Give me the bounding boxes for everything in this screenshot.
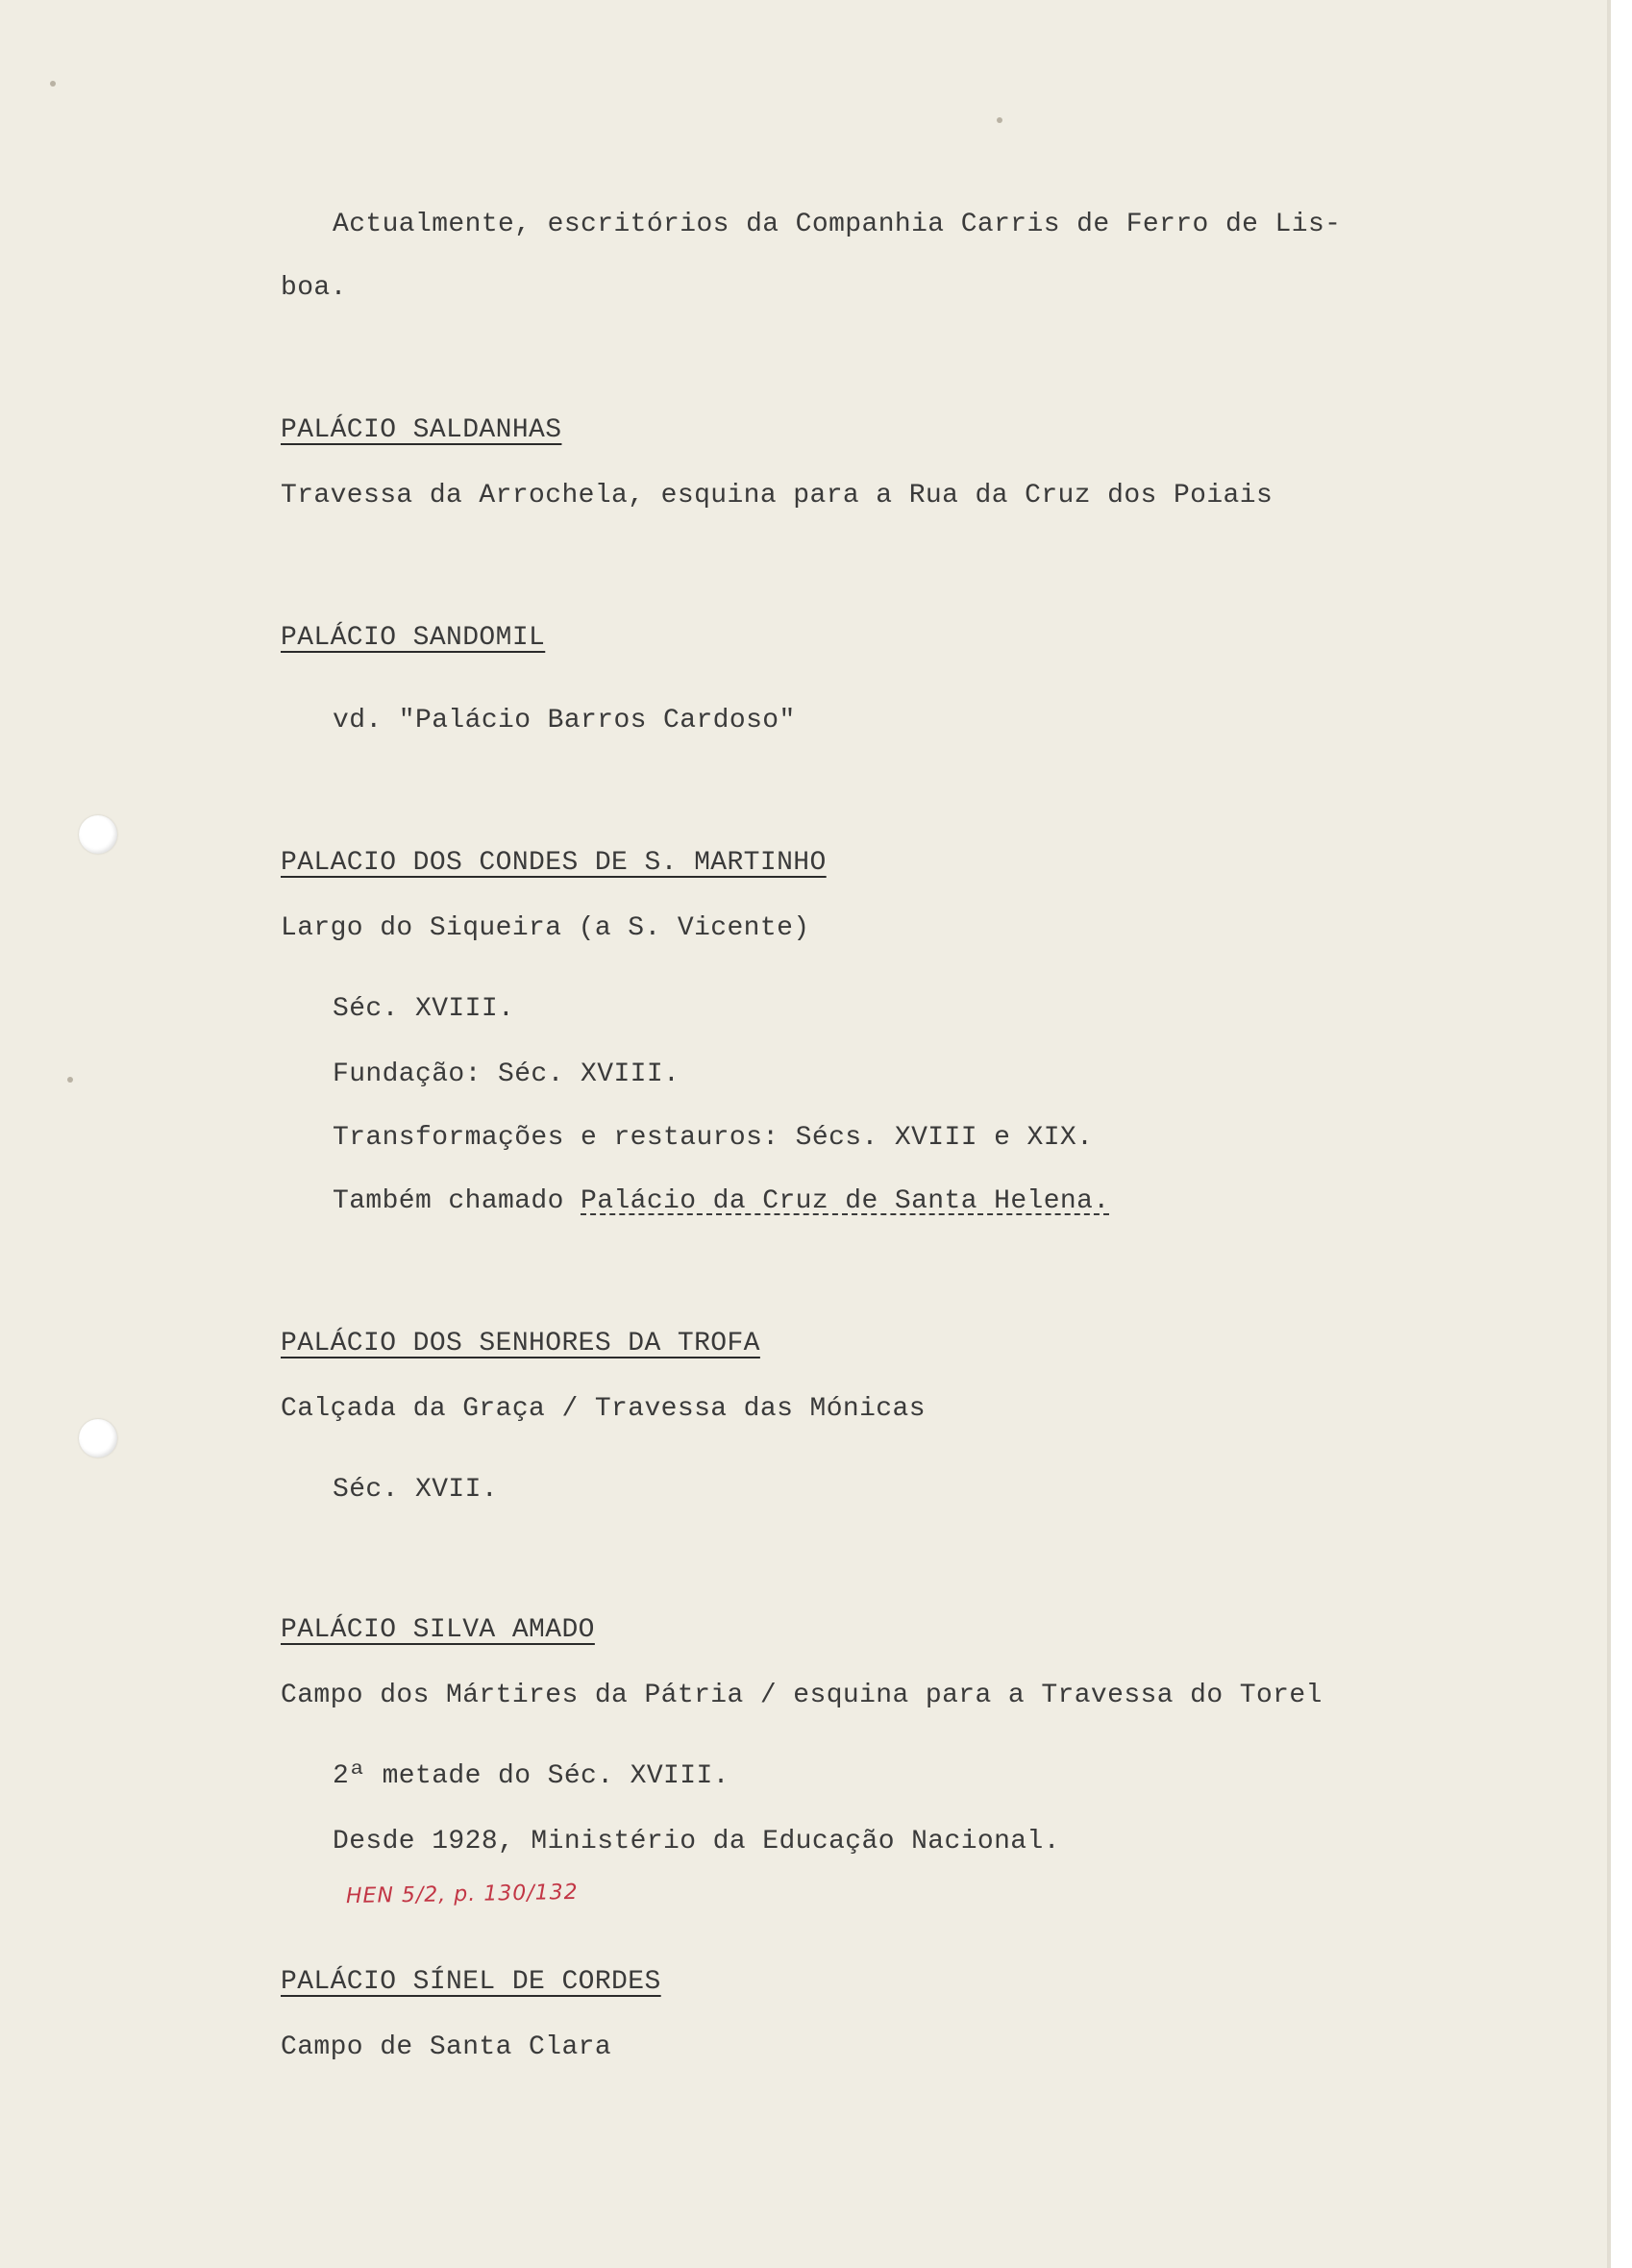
entry-heading-sao-martinho: PALACIO DOS CONDES DE S. MARTINHO [281,848,827,878]
entry-address-sinel-de-cordes: Campo de Santa Clara [281,2032,612,2062]
entry-address-silva-amado: Campo dos Mártires da Pátria / esquina para a Travessa do Torel [281,1681,1323,1710]
entry-heading-sandomil: PALÁCIO SANDOMIL [281,623,546,653]
entry-detail-line: Fundação: Séc. XVIII. [333,1059,680,1089]
also-called-name: Palácio da Cruz de Santa Helena. [581,1186,1110,1216]
paper-mark [67,1077,73,1083]
entry-detail-line: Séc. XVIII. [333,994,515,1024]
entry-note-sandomil: vd. "Palácio Barros Cardoso" [333,706,796,735]
entry-heading-sinel-de-cordes: PALÁCIO SÍNEL DE CORDES [281,1967,661,1997]
intro-line-2: boa. [281,273,347,303]
entry-heading-trofa: PALÁCIO DOS SENHORES DA TROFA [281,1329,760,1358]
paper-mark [997,117,1002,123]
handwritten-reference-note: HEN 5/2, p. 130/132 [345,1880,579,1909]
punch-hole-upper [79,815,117,854]
entry-detail-line: 2ª metade do Séc. XVIII. [333,1761,729,1791]
entry-heading-saldanhas: PALÁCIO SALDANHAS [281,415,562,445]
entry-address-sao-martinho: Largo do Siqueira (a S. Vicente) [281,913,810,943]
entry-detail-line: Transformações e restauros: Sécs. XVIII e XIX. [333,1123,1094,1153]
entry-address-trofa: Calçada da Graça / Travessa das Mónicas [281,1394,926,1424]
paper-mark [50,81,56,87]
entry-also-called [333,1186,1110,1217]
also-called-prefix: Também chamado [333,1186,581,1216]
entry-address-saldanhas: Travessa da Arrochela, esquina para a Rua da Cruz dos Poiais [281,481,1273,511]
entry-heading-silva-amado: PALÁCIO SILVA AMADO [281,1615,595,1645]
punch-hole-lower [79,1419,117,1458]
entry-detail-line: Desde 1928, Ministério da Educação Nacional. [333,1827,1060,1857]
intro-line-1: Actualmente, escritórios da Companhia Carris de Ferro de Lis- [333,210,1342,239]
entry-detail-line: Séc. XVII. [333,1475,499,1505]
